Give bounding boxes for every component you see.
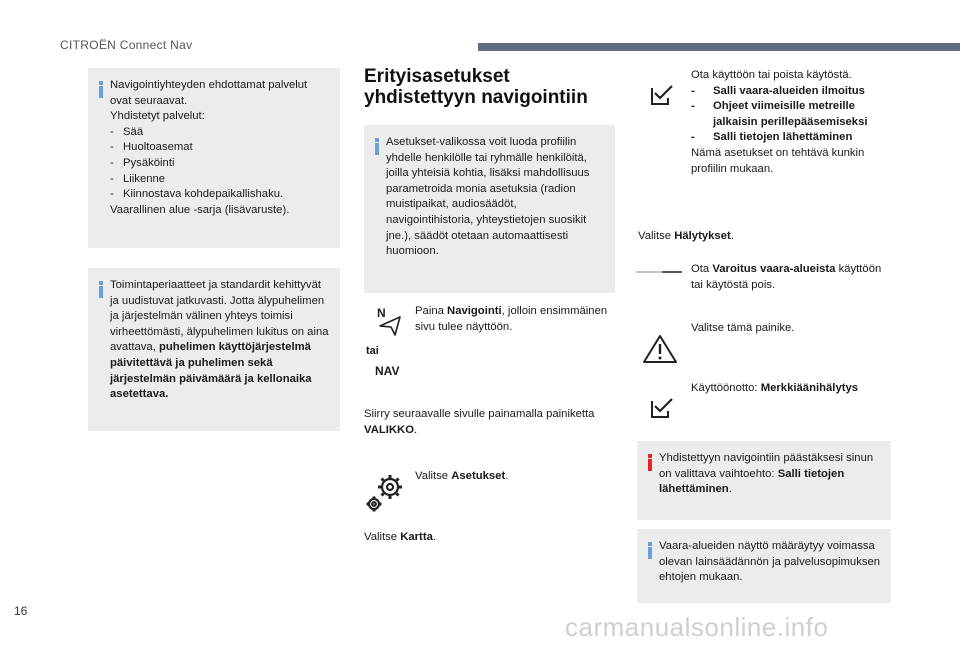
step-press-navigation [415,304,615,335]
checkbox-checked-icon [650,84,674,106]
nav-label: NAV [375,364,400,378]
section-title-line: Erityisasetukset [364,66,510,87]
legislation-note [637,529,891,603]
step-select-alerts [638,229,888,245]
nav-or-label: tai [366,345,379,357]
standards-text: Toimintaperiaatteet ja standardit kehittyvät ja uudistuvat jatkuvasti. Jotta älypuhelimen ja järjestelmän välinen yhteys toimisi virheettömästi, älypuhelimen lukitus on aina avattava, [110,279,329,354]
nav-letter: N [377,306,386,320]
list-item: - Salli tietojen lähettäminen [691,130,886,146]
connected-services-note [88,68,340,248]
warning-text: Yhdistettyyn navigointiin päästäksesi sinun on valittava vaihtoehto: [659,452,874,480]
step-text: . [730,230,734,242]
warning-text: . [728,483,732,496]
step-bold: Varoitus vaara-alueista [712,263,836,275]
header-bar [478,43,960,51]
step-text: käyttöön tai käytöstä pois. [691,263,882,291]
step-text: Valitse [364,531,401,543]
services-footer: Vaarallinen alue -sarja (lisävaruste). [110,203,290,216]
step-bold: Asetukset [451,470,506,482]
step-bold: Merkkiäänihälytys [760,382,859,394]
step-select-button: Valitse tämä painike. [691,322,795,334]
step-select-map [364,530,616,546]
section-title-line: yhdistettyyn navigointiin [364,87,588,108]
standards-note [88,268,340,431]
services-heading: Yhdistetyt palvelut: [110,110,205,123]
warning-triangle-icon [642,334,678,364]
toggle-options-block [691,68,886,177]
step-activation [691,381,886,397]
navigation-arrow-icon [378,315,402,337]
toggle-line-icon [636,268,682,276]
step-text: Käyttöönotto: [691,382,761,394]
page-number: 16 [14,604,28,618]
list-item: - Salli vaara-alueiden ilmoitus [691,84,886,100]
document-header-title: CITROËN Connect Nav [60,38,193,52]
section-title [364,66,588,108]
info-icon [646,542,654,559]
info-icon [97,81,105,98]
step-text: . [414,423,418,436]
services-list [110,125,330,203]
settings-profile-note [364,125,615,293]
list-item: - Kiinnostava kohdepaikallishaku. [110,187,330,203]
checkbox-checked-icon [650,397,674,419]
info-icon [97,281,105,298]
step-bold: Navigointi [447,305,502,317]
step-bold: VALIKKO [364,423,414,436]
step-bold: Kartta [400,531,433,543]
step-text: Ota [691,263,713,275]
standards-bold-text: puhelimen käyttöjärjestelmä päivitettävä ja puhelimen sekä järjestelmän päivämäärä ja kellonaika asetettava. [110,341,312,401]
toggle-intro: Ota käyttöön tai poista käytöstä. [691,69,852,81]
step-select-settings [415,469,615,485]
legislation-text: Vaara-alueiden näyttö määräytyy voimassa olevan lainsäädännön ja palvelusopimuksen ehtojen mukaan. [659,540,881,584]
step-text: Paina [415,305,448,317]
info-icon [373,138,381,155]
list-item: - Huoltoasemat [110,140,330,156]
toggle-outro: Nämä asetukset on tehtävä kunkin profiilin mukaan. [691,146,865,175]
step-text: . [432,531,437,543]
step-text: Siirry seuraavalle sivulle painamalla painiketta [364,408,595,420]
settings-gears-icon [364,471,408,515]
settings-profile-text: Asetukset-valikossa voit luoda profiilin yhdelle henkilölle tai ryhmälle henkilöitä, joilla yhteisiä kohtia, lisäksi mahdollisuus parametroida monia asetuksia (radion muistipaikat, audiosäädöt, navigointihistoria, yhteystietojen suosikit jne.), säädöt otetaan automaattisesti huomioon. [386,136,590,258]
step-text: , jolloin ensimmäinen sivu tulee näyttöön. [415,305,608,333]
step-text: Valitse [415,470,452,482]
toggle-options-list [691,84,886,146]
list-item: - Ohjeet viimeisille metreille jalkaisin perillepääsemiseksi [691,99,886,130]
warning-note [637,441,891,520]
list-item: - Liikenne [110,172,330,188]
list-item: - Pysäköinti [110,156,330,172]
warning-exclamation-icon [646,454,654,471]
services-intro: Navigointiyhteyden ehdottamat palvelut ovat seuraavat. [110,79,308,107]
watermark: carmanualsonline.info [565,612,829,642]
step-text: . [505,470,509,482]
step-danger-zone-warning [691,262,886,293]
step-bold: Hälytykset [674,230,731,242]
list-item: - Sää [110,125,330,141]
warning-bold: Salli tietojen lähettäminen [659,467,845,496]
step-text: Valitse [638,230,675,242]
step-menu [364,407,616,438]
